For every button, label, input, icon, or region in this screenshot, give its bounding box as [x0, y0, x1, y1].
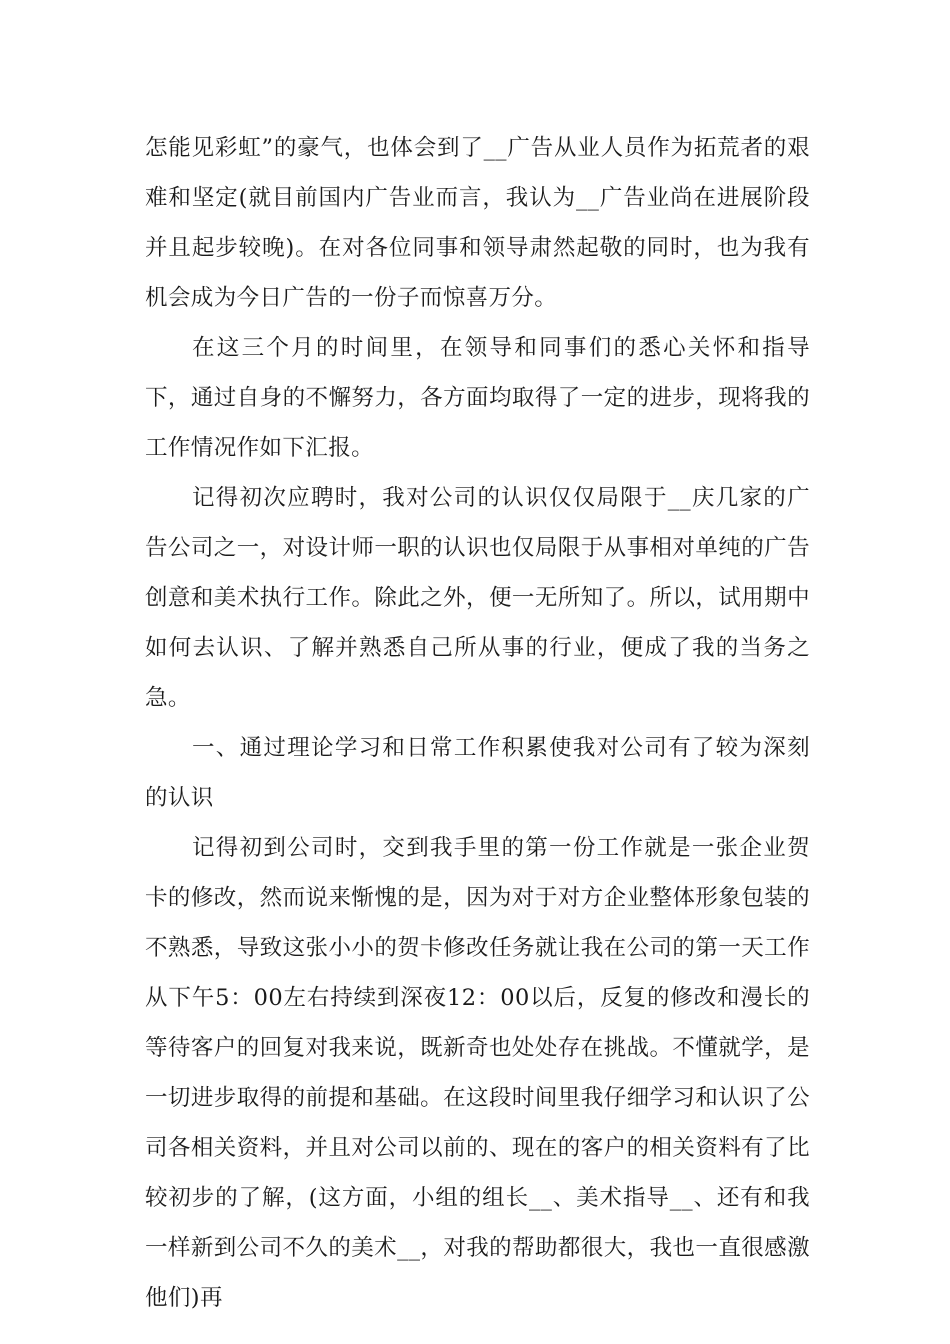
section-heading: 一、通过理论学习和日常工作积累使我对公司有了较为深刻的认识 [145, 735, 810, 811]
paragraph-3: 记得初次应聘时，我对公司的认识仅仅局限于__庆几家的广告公司之一，对设计师一职的认识也仅局限于从事相对单纯的广告创意和美术执行工作。除此之外，便一无所知了。所以，试用期中如何去认识、了解并熟悉自己所从事的行业，便成了我的当务之急。 [145, 485, 810, 711]
paragraph-1: 怎能见彩虹”的豪气，也体会到了__广告从业人员作为拓荒者的艰难和坚定(就目前国内广告业而言，我认为__广告业尚在进展阶段并且起步较晚)。在对各位同事和领导肃然起敬的同时，也为我有机会成为今日广告的一份子而惊喜万分。 [145, 135, 810, 311]
paragraph-2: 在这三个月的时间里，在领导和同事们的悉心关怀和指导下，通过自身的不懈努力，各方面均取得了一定的进步，现将我的工作情况作如下汇报。 [145, 335, 810, 461]
document-body [145, 123, 810, 1323]
paragraph-4: 记得初到公司时，交到我手里的第一份工作就是一张企业贺卡的修改，然而说来惭愧的是，因为对于对方企业整体形象包装的不熟悉，导致这张小小的贺卡修改任务就让我在公司的第一天工作从下午5：00左右持续到深夜12：00以后，反复的修改和漫长的等待客户的回复对我来说，既新奇也处处存在挑战。不懂就学，是一切进步取得的前提和基础。在这段时间里我仔细学习和认识了公司各相关资料，并且对公司以前的、现在的客户的相关资料有了比较初步的了解，(这方面，小组的组长__、美术指导__、还有和我一样新到公司不久的美术__，对我的帮助都很大，我也一直很感激他们)再 [145, 835, 810, 1311]
